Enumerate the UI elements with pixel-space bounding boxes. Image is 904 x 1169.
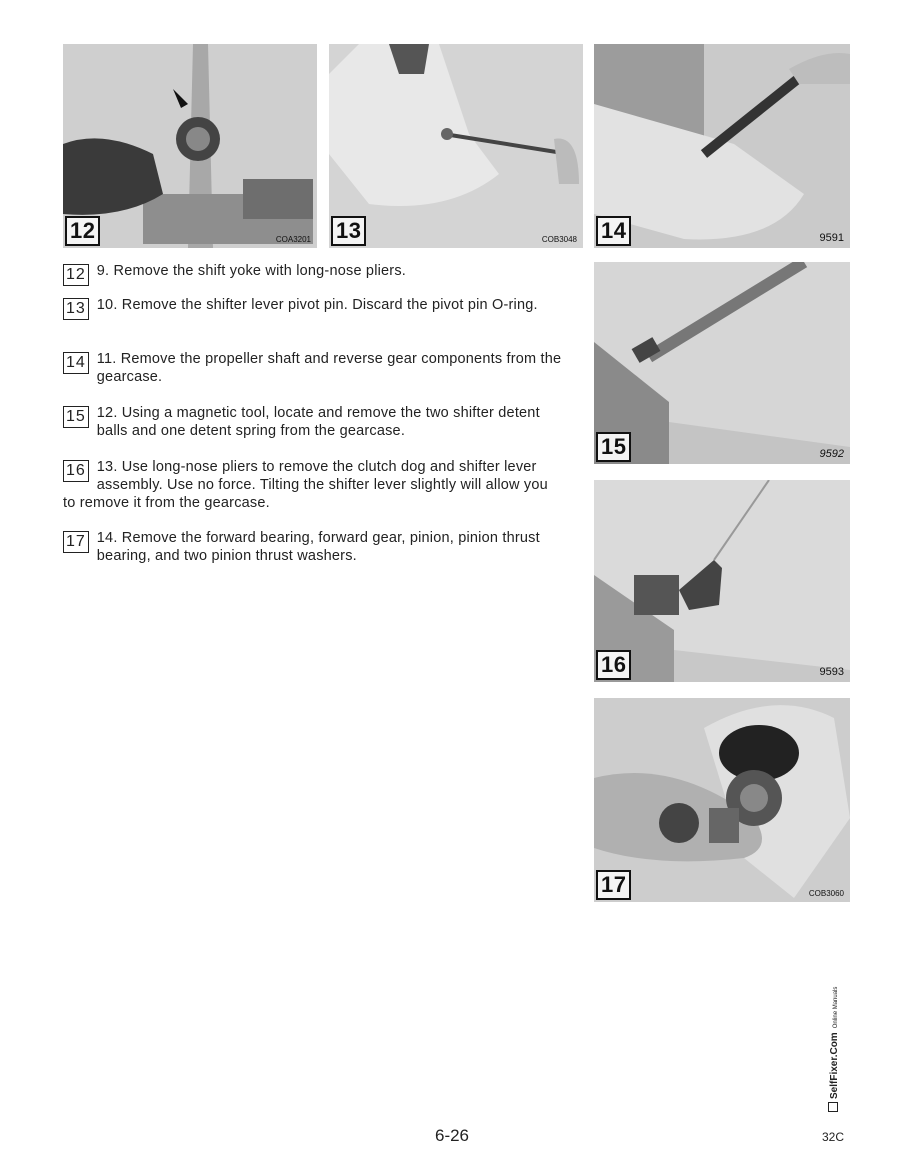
step-15 <box>63 404 563 440</box>
watermark-subtext: Online Manuals <box>833 986 839 1029</box>
figure-17-badge: 17 <box>596 870 631 900</box>
figure-15-illustration <box>594 262 850 464</box>
figure-13-badge: 13 <box>331 216 366 246</box>
figure-17-illustration <box>594 698 850 902</box>
figure-14-badge: 14 <box>596 216 631 246</box>
figure-14-code: 9591 <box>819 232 844 244</box>
figure-12-photo <box>63 44 317 248</box>
step-14 <box>63 350 563 386</box>
step-14-ref: 14 <box>63 352 89 374</box>
step-17-text: 14. Remove the forward bearing, forward gear, pinion, pinion thrust bearing, and two pinion thrust washers. <box>96 530 540 564</box>
step-13-ref: 13 <box>63 298 89 320</box>
step-15-text: 12. Using a magnetic tool, locate and remove the two shifter detent balls and one detent spring from the gearcase. <box>96 405 540 439</box>
figure-15-code: 9592 <box>819 448 844 460</box>
figure-14-photo <box>594 44 850 248</box>
figure-12-badge: 12 <box>65 216 100 246</box>
figure-13-illustration <box>329 44 583 248</box>
figure-13-code: COB3048 <box>541 235 577 244</box>
checkbox-icon <box>828 1102 838 1112</box>
figure-16-badge: 16 <box>596 650 631 680</box>
step-16-ref: 16 <box>63 460 89 482</box>
step-12-ref: 12 <box>63 264 89 286</box>
step-12-text: 9. Remove the shift yoke with long-nose pliers. <box>96 263 407 279</box>
figure-12-code: COA3201 <box>275 235 311 244</box>
figure-16-illustration <box>594 480 850 682</box>
figure-15-photo <box>594 262 850 464</box>
step-16-text: 13. Use long-nose pliers to remove the clutch dog and shifter lever assembly. Use no force. Tilting the shifter lever slightly will allow you to remove it from the gearcase. <box>63 459 548 511</box>
watermark-text: SelfFixer.Com <box>829 1032 840 1099</box>
step-12 <box>63 262 563 286</box>
step-13 <box>63 296 563 320</box>
step-17-ref: 17 <box>63 531 89 553</box>
page-code: 32C <box>821 1130 844 1144</box>
step-14-text: 11. Remove the propeller shaft and reverse gear components from the gearcase. <box>96 351 562 385</box>
figure-15-badge: 15 <box>596 432 631 462</box>
step-13-text: 10. Remove the shifter lever pivot pin. Discard the pivot pin O-ring. <box>96 297 538 313</box>
figure-13-photo <box>329 44 583 248</box>
figure-14-illustration <box>594 44 850 248</box>
figure-17-code: COB3060 <box>808 889 844 898</box>
step-17 <box>63 529 563 565</box>
figure-16-code: 9593 <box>819 666 844 678</box>
step-15-ref: 15 <box>63 406 89 428</box>
figure-16-photo <box>594 480 850 682</box>
figure-12-illustration <box>63 44 317 248</box>
watermark <box>828 987 840 1112</box>
page-number: 6-26 <box>434 1126 470 1145</box>
figure-17-photo <box>594 698 850 902</box>
step-16 <box>63 458 563 512</box>
